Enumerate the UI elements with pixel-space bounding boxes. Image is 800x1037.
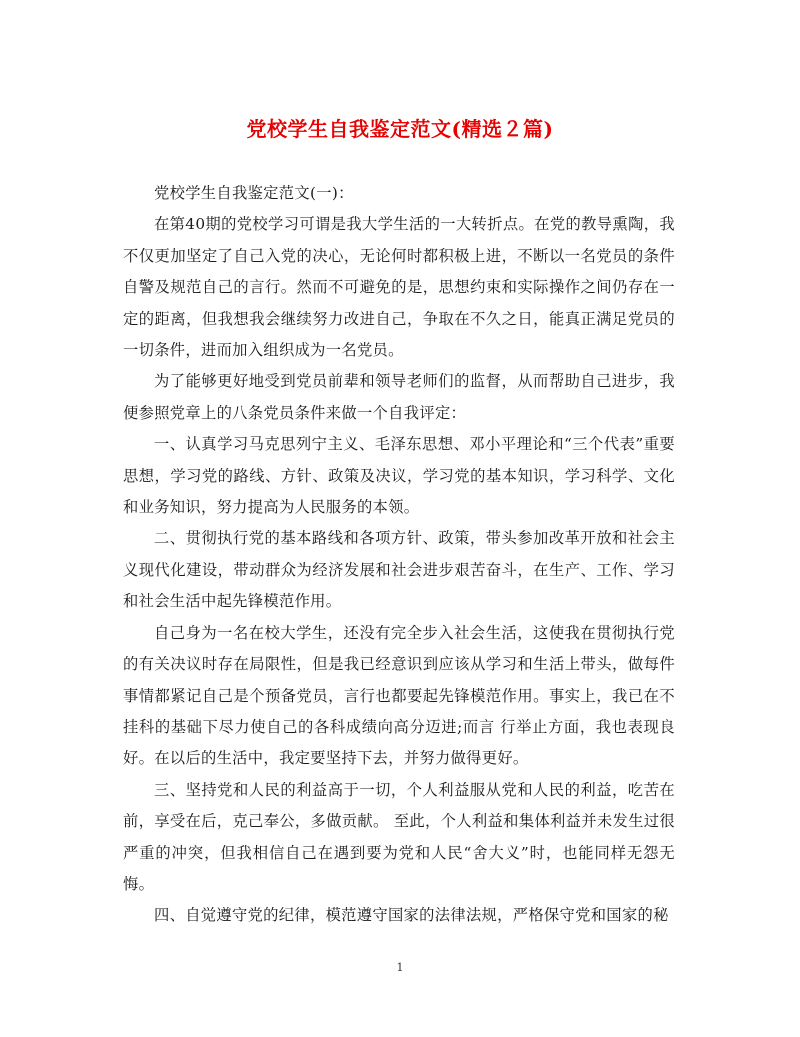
section-heading: 党校学生自我鉴定范文(一)： [154, 184, 354, 202]
paragraph: 在第40期的党校学习可谓是我大学生活的一大转折点。在党的教导熏陶，我不仅更加坚定了自己入党的决心，无论何时都积极上进，不断以一名党员的条件自警及规范自己的言行。然而不可避免的是，思想约束和实际操作之间仍存在一定的距离，但我想我会继续努力改进自己，争取在不久之日，能真正满足党员的一切条件，进而加入组织成为一名党员。 [123, 215, 675, 360]
paragraph: 二、贯彻执行党的基本路线和各项方针、政策，带头参加改革开放和社会主义现代化建设，带动群众为经济发展和社会进步艰苦奋斗，在生产、工作、学习和社会生活中起先锋模范作用。 [123, 529, 675, 611]
paragraph: 三、坚持党和人民的利益高于一切，个人利益服从党和人民的利益，吃苦在前，享受在后，克己奉公，多做贡献。 至此，个人利益和集体利益并未发生过很严重的冲突，但我相信自己在遇到要为党和人民“舍大义”时，也能同样无怨无悔。 [123, 780, 675, 893]
document-title: 党校学生自我鉴定范文(精选２篇) [246, 117, 554, 141]
paragraph: 一、认真学习马克思列宁主义、毛泽东思想、邓小平理论和“三个代表”重要思想，学习党的路线、方针、政策及决议，学习党的基本知识，学习科学、文化和业务知识，努力提高为人民服务的本领。 [123, 435, 675, 517]
paragraph: 为了能够更好地受到党员前辈和领导老师们的监督，从而帮助自己进步，我便参照党章上的八条党员条件来做一个自我评定： [123, 372, 675, 422]
document-body [123, 178, 675, 932]
paragraph: 自己身为一名在校大学生，还没有完全步入社会生活，这使我在贯彻执行党的有关决议时存在局限性，但是我已经意识到应该从学习和生活上带头，做每件事情都紧记自己是个预备党员，言行也都要起先锋模范作用。事实上，我已在不挂科的基础下尽力使自己的各科成绩向高分迈进;而言 行举止方面，我也表现良好。在以后的生活中，我定要坚持下去，并努力做得更好。 [123, 623, 675, 768]
paragraph: 四、自觉遵守党的纪律，模范遵守国家的法律法规，严格保守党和国家的秘 [154, 906, 669, 925]
page-number: 1 [396, 961, 404, 974]
